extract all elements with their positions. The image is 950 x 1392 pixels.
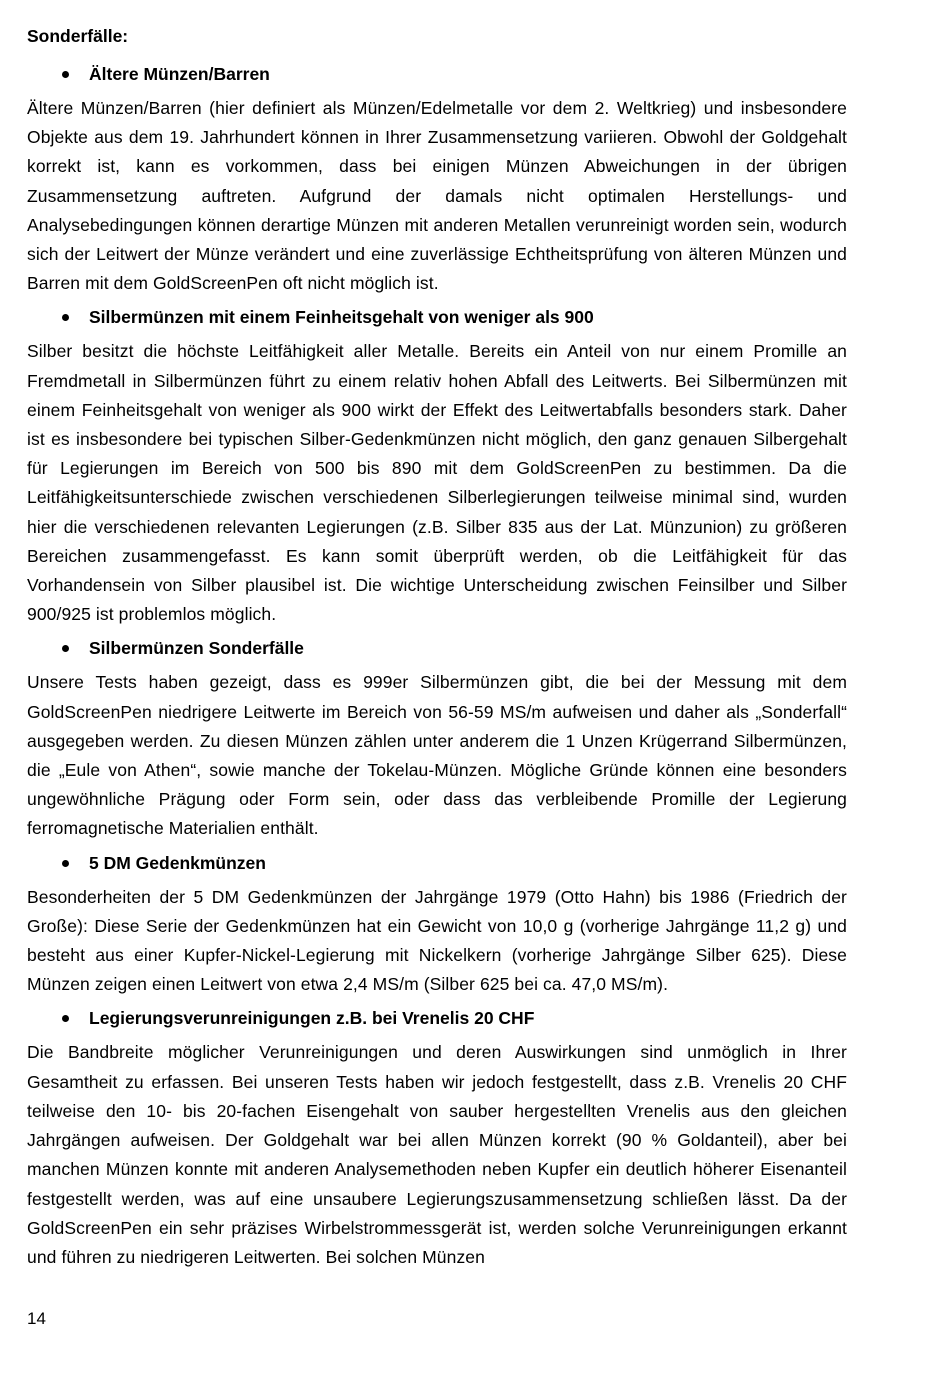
bullet-icon [62,645,69,652]
document-page [27,22,847,1277]
bullet-item-aeltere-muenzen [27,60,847,89]
bullet-item-silbermuenzen-feinheit [27,303,847,332]
bullet-icon [62,1015,69,1022]
bullet-title: Silbermünzen mit einem Feinheitsgehalt von weniger als 900 [89,307,594,328]
bullet-title: 5 DM Gedenkmünzen [89,852,266,873]
paragraph-5dm-gedenkmuenzen: Besonderheiten der 5 DM Gedenkmünzen der Jahrgänge 1979 (Otto Hahn) bis 1986 (Friedrich der Große): Diese Serie der Gedenkmünzen hat ein Gewicht von 10,0 g (vorherige Jahrgänge 11,2 g) und besteht aus einer Kupfer-Nickel-Legierung mit Nickelkern (vorherige Jahrgänge Silber 625). Diese Münzen zeigen einen Leitwert von etwa 2,4 MS/m (Silber 625 bei ca. 47,0 MS/m). [27,886,847,995]
bullet-icon [62,314,69,321]
bullet-item-silbermuenzen-sonderfaelle [27,634,847,663]
bullet-icon [62,71,69,78]
paragraph-silbermuenzen-feinheit: Silber besitzt die höchste Leitfähigkeit aller Metalle. Bereits ein Anteil von nur einem Promille an Fremdmetall in Silbermünzen führt zu einem relativ hohen Abfall des Leitwerts. Bei Silbermünzen mit einem Feinheitsgehalt von weniger als 900 wirkt der Effekt des Leitwertabfalls besonders stark. Daher ist es insbesondere bei typischen Silber-Gedenkmünzen nicht möglich, den ganz genauen Silbergehalt für Legierungen im Bereich von 500 bis 890 mit dem GoldScreenPen zu bestimmen. Da die Leitfähigkeitsunterschiede zwischen verschiedenen Silberlegierungen teilweise minimal sind, wurden hier die verschiedenen relevanten Legierungen (z.B. Silber 835 aus der Lat. Münzunion) zu größeren Bereichen zusammengefasst. Es kann somit überprüft werden, ob die Leitfähigkeit für das Vorhandensein von Silber plausibel ist. Die wichtige Unterscheidung zwischen Feinsilber und Silber 900/925 ist problemlos möglich. [27,341,847,625]
section-heading: Sonderfälle: [27,26,129,46]
paragraph-silbermuenzen-sonderfaelle: Unsere Tests haben gezeigt, dass es 999er Silbermünzen gibt, die bei der Messung mit dem GoldScreenPen niedrigere Leitwerte im Bereich von 56-59 MS/m aufweisen und daher als „Sonderfall“ ausgegeben werden. Zu diesen Münzen zählen unter anderem die 1 Unzen Krügerrand Silbermünzen, die „Eule von Athen“, sowie manche der Tokelau-Münzen. Mögliche Gründe können eine besonders ungewöhnliche Prägung oder Form sein, oder dass das verbleibende Promille der Legierung ferromagnetische Materialien enthält. [27,672,847,839]
paragraph-aeltere-muenzen: Ältere Münzen/Barren (hier definiert als Münzen/Edelmetalle vor dem 2. Weltkrieg) und insbesondere Objekte aus dem 19. Jahrhundert können in Ihrer Zusammensetzung variieren. Obwohl der Goldgehalt korrekt ist, kann es vorkommen, dass bei einigen Münzen Abweichungen in der übrigen Zusammensetzung auftreten. Aufgrund der damals nicht optimalen Herstellungs- und Analysebedingungen können derartige Münzen mit anderen Metallen verunreinigt worden sein, wodurch sich der Leitwert der Münze verändert und eine zuverlässige Echtheitsprüfung von älteren Münzen und Barren mit dem GoldScreenPen oft nicht möglich ist. [27,98,847,294]
bullet-title: Silbermünzen Sonderfälle [89,638,304,659]
page-number: 14 [27,1309,46,1328]
bullet-icon [62,860,69,867]
bullet-title: Legierungsverunreinigungen z.B. bei Vrenelis 20 CHF [89,1008,535,1029]
bullet-item-5dm-gedenkmuenzen [27,849,847,878]
paragraph-legierungsverunreinigungen: Die Bandbreite möglicher Verunreinigungen und deren Auswirkungen sind unmöglich in Ihrer Gesamtheit zu erfassen. Bei unseren Tests haben wir jedoch festgestellt, dass z.B. Vrenelis 20 CHF teilweise den 10- bis 20-fachen Eisengehalt von sauber hergestellten Vrenelis aus den gleichen Jahrgängen aufweisen. Der Goldgehalt war bei allen Münzen korrekt (90 % Goldanteil), aber bei manchen Münzen konnte mit anderen Analysemethoden neben Kupfer ein deutlich höherer Eisenanteil festgestellt werden, was auf eine unsaubere Legierungszusammensetzung schließen lässt. Da der GoldScreenPen ein sehr präzises Wirbelstrommessgerät ist, werden solche Verunreinigungen erkannt und führen zu niedrigeren Leitwerten. Bei solchen Münzen [27,1042,847,1267]
bullet-title: Ältere Münzen/Barren [89,64,270,84]
bullet-item-legierungsverunreinigungen [27,1004,847,1033]
